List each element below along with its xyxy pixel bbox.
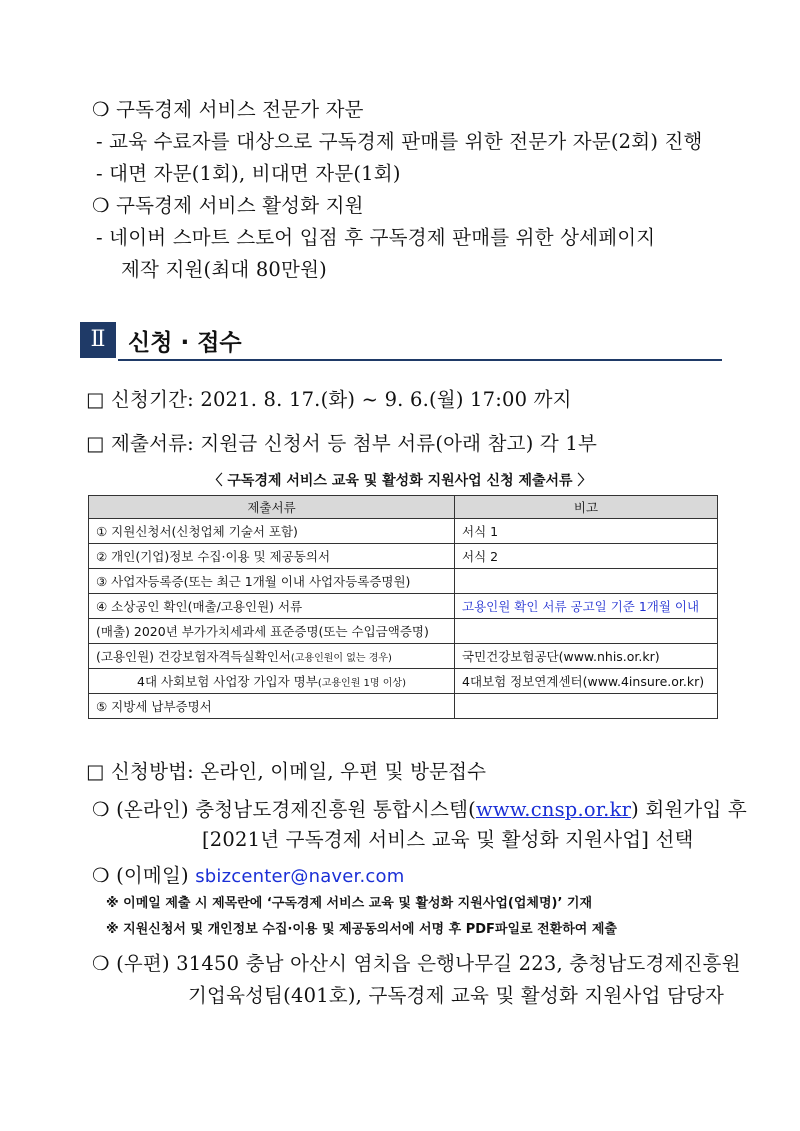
table-row [89, 619, 718, 644]
row-note: 4대보험 정보연계센터(www.4insure.or.kr) [455, 669, 718, 694]
apply-method: □ 신청방법: 온라인, 이메일, 우편 및 방문접수 [86, 760, 487, 783]
email-note-2: ※ 지원신청서 및 개인정보 수집·이용 및 제공동의서에 서명 후 PDF파일로 전환하여 제출 [106, 922, 617, 937]
table-header-row [89, 496, 718, 519]
row-doc: ① 지원신청서(신청업체 기술서 포함) [89, 519, 455, 544]
row-note [455, 619, 718, 644]
row-note [455, 694, 718, 719]
activation-item-1: - 네이버 스마트 스토어 입점 후 구독경제 판매를 위한 상세페이지 [96, 226, 656, 249]
online-link[interactable]: www.cnsp.or.kr [475, 798, 632, 821]
section-title: 신청 · 접수 [128, 330, 242, 356]
row-doc: (매출) 2020년 부가가치세과세 표준증명(또는 수입금액증명) [89, 619, 455, 644]
table-caption: 〈 구독경제 서비스 교육 및 활성화 지원사업 신청 제출서류 〉 [208, 473, 592, 489]
row-note: 국민건강보험공단(www.nhis.or.kr) [455, 644, 718, 669]
row-doc: ⑤ 지방세 납부증명서 [89, 694, 455, 719]
online-prefix: ❍ (온라인) 충청남도경제진흥원 통합시스템( [92, 798, 476, 821]
consult-item-1: - 교육 수료자를 대상으로 구독경제 판매를 위한 전문가 자문(2회) 진행 [96, 130, 703, 153]
online-suffix: ) 회원가입 후 [631, 798, 747, 821]
consult-title: ❍ 구독경제 서비스 전문가 자문 [92, 98, 364, 121]
apply-documents: □ 제출서류: 지원금 신청서 등 첨부 서류(아래 참고) 각 1부 [86, 432, 597, 455]
table-row [89, 544, 718, 569]
table-row [89, 569, 718, 594]
header-note: 비고 [455, 496, 718, 519]
row-doc-text: (고용인원) 건강보험자격득실확인서 [96, 649, 291, 664]
online-line [92, 794, 747, 822]
section-rule [118, 359, 722, 361]
row-note: 서식 2 [455, 544, 718, 569]
row-doc: ② 개인(기업)정보 수집·이용 및 제공동의서 [89, 544, 455, 569]
consult-item-2: - 대면 자문(1회), 비대면 자문(1회) [96, 162, 401, 185]
row-doc: ③ 사업자등록증(또는 최근 1개월 이내 사업자등록증명원) [89, 569, 455, 594]
header-doc: 제출서류 [89, 496, 455, 519]
row-doc-small: (고용인원이 없는 경우) [290, 653, 392, 664]
row-doc-text: 4대 사회보험 사업장 가입자 명부 [137, 674, 318, 689]
email-line [92, 860, 404, 888]
email-address[interactable]: sbizcenter@naver.com [195, 866, 405, 887]
table-row [89, 694, 718, 719]
row-note: 고용인원 확인 서류 공고일 기준 1개월 이내 [455, 594, 718, 619]
email-note-1: ※ 이메일 제출 시 제목란에 ‘구독경제 서비스 교육 및 활성화 지원사업(업체명)’ 기재 [106, 896, 593, 911]
row-doc-small: (고용인원 1명 이상) [317, 678, 406, 689]
row-doc [89, 669, 455, 694]
table-row [89, 644, 718, 669]
section-number: Ⅱ [80, 322, 116, 358]
activation-title: ❍ 구독경제 서비스 활성화 지원 [92, 194, 364, 217]
table-row [89, 594, 718, 619]
row-note: 서식 1 [455, 519, 718, 544]
online-cont: [2021년 구독경제 서비스 교육 및 활성화 지원사업] 선택 [202, 828, 694, 851]
post-cont: 기업육성팀(401호), 구독경제 교육 및 활성화 지원사업 담당자 [188, 984, 725, 1007]
post-line: ❍ (우편) 31450 충남 아산시 염치읍 은행나무길 223, 충청남도경제진흥원 [92, 952, 741, 975]
table-row [89, 669, 718, 694]
apply-period: □ 신청기간: 2021. 8. 17.(화) ~ 9. 6.(월) 17:00 까지 [86, 388, 572, 411]
row-doc: ④ 소상공인 확인(매출/고용인원) 서류 [89, 594, 455, 619]
table-row [89, 519, 718, 544]
activation-item-1-cont: 제작 지원(최대 80만원) [121, 258, 327, 281]
row-note [455, 569, 718, 594]
email-prefix: ❍ (이메일) [92, 864, 196, 887]
documents-table [88, 495, 718, 719]
row-doc [89, 644, 455, 669]
